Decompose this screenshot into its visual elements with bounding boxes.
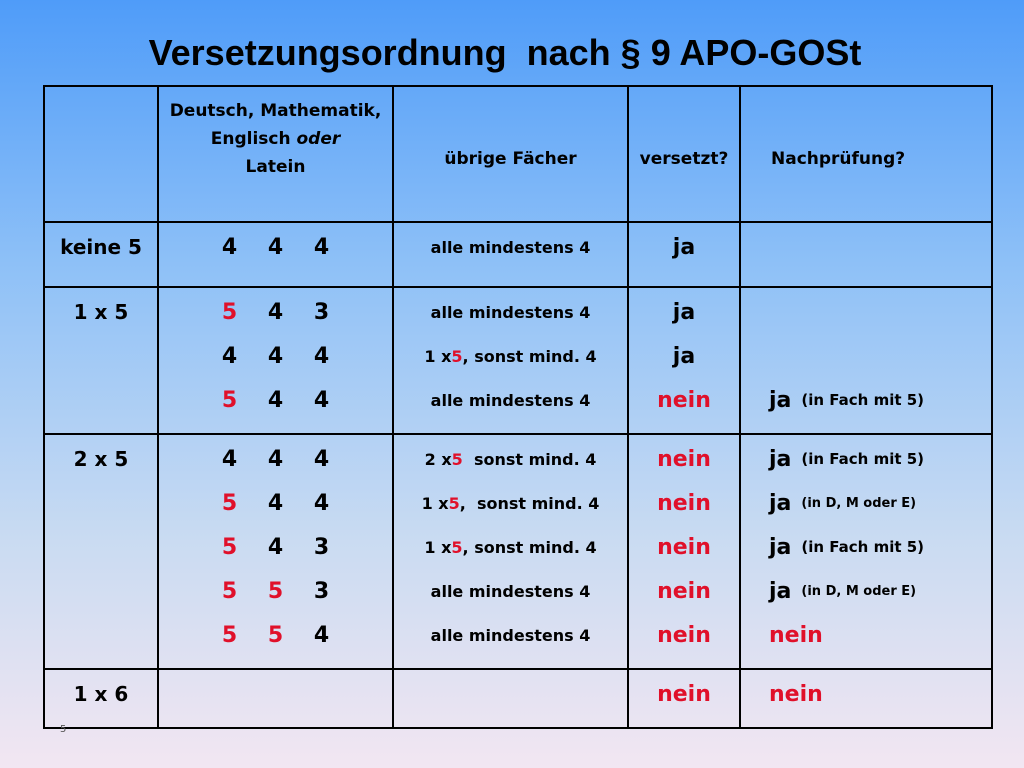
- other-subjects-value: alle mindestens 4: [430, 390, 591, 410]
- promoted-value: nein: [657, 387, 711, 413]
- resit-note: (in Fach mit 5): [801, 538, 925, 556]
- table-row: [44, 222, 992, 287]
- grade-triplet: [159, 525, 392, 569]
- resit-value: ja (in Fach mit 5): [769, 446, 925, 472]
- grade-value: 4: [221, 446, 238, 472]
- grade-triplet: [159, 334, 392, 378]
- header-resit: Nachprüfung?: [740, 86, 992, 222]
- resit-note: (in D, M oder E): [801, 495, 917, 511]
- grade-value: 4: [267, 387, 284, 413]
- grade-triplet: [159, 481, 392, 525]
- grade-value: 4: [313, 622, 330, 648]
- resit-value: nein: [769, 681, 823, 707]
- header-row: [44, 86, 992, 222]
- grade-value: 4: [267, 343, 284, 369]
- grade-value: 3: [313, 578, 330, 604]
- grade-value: 4: [313, 343, 330, 369]
- header-core-line1: Deutsch, Mathematik,: [169, 101, 382, 121]
- grade-triplet: [159, 225, 392, 269]
- grade-value: 4: [267, 234, 284, 260]
- resit-note: (in Fach mit 5): [801, 450, 925, 468]
- other-subjects-value: alle mindestens 4: [430, 302, 591, 322]
- resit-value: ja (in Fach mit 5): [769, 534, 925, 560]
- grade-value: 5: [221, 299, 238, 325]
- grade-value: 4: [267, 299, 284, 325]
- other-subjects-value: alle mindestens 4: [430, 581, 591, 601]
- grade-triplet: [159, 290, 392, 334]
- table-row: [44, 287, 992, 434]
- resit-value: nein: [769, 622, 823, 648]
- resit-value: ja (in Fach mit 5): [769, 387, 925, 413]
- grade-value: 5: [221, 622, 238, 648]
- resit-value: ja (in D, M oder E): [769, 490, 917, 516]
- promoted-value: nein: [657, 446, 711, 472]
- header-core-line3: Latein: [245, 157, 306, 177]
- grade-triplet: [159, 613, 392, 657]
- row-label: 2 x 5: [73, 447, 129, 471]
- grade-value: 5: [221, 387, 238, 413]
- resit-value: ja (in D, M oder E): [769, 578, 917, 604]
- header-empty-cell: [44, 86, 158, 222]
- grade-value: 5: [221, 534, 238, 560]
- grade-value: 3: [313, 299, 330, 325]
- promoted-value: nein: [657, 534, 711, 560]
- promoted-value: ja: [672, 234, 696, 260]
- slide-number: 5: [60, 724, 67, 735]
- row-label: keine 5: [60, 235, 142, 259]
- header-other-subjects: übrige Fächer: [393, 86, 628, 222]
- resit-note: (in D, M oder E): [801, 583, 917, 599]
- promoted-value: ja: [672, 299, 696, 325]
- resit-note: (in Fach mit 5): [801, 391, 925, 409]
- grade-value: 4: [267, 534, 284, 560]
- grade-triplet: [159, 437, 392, 481]
- grade-value: 4: [313, 387, 330, 413]
- header-core-line2: Englisch oder: [210, 129, 341, 149]
- grade-value: 4: [267, 446, 284, 472]
- grade-triplet: [159, 569, 392, 613]
- grade-value: 5: [267, 622, 284, 648]
- grade-value: 5: [221, 578, 238, 604]
- promoted-value: nein: [657, 681, 711, 707]
- grade-value: 4: [313, 234, 330, 260]
- promoted-value: ja: [672, 343, 696, 369]
- grade-value: 4: [267, 490, 284, 516]
- slide-title: Versetzungsordnung nach § 9 APO-GOSt: [148, 32, 862, 73]
- grade-value: 4: [313, 490, 330, 516]
- grade-value: 4: [221, 343, 238, 369]
- promoted-value: nein: [657, 490, 711, 516]
- grade-value: 5: [267, 578, 284, 604]
- other-subjects-value: 1 x 5 , sonst mind. 4: [424, 346, 597, 366]
- table-row: [44, 434, 992, 669]
- other-subjects-value: 1 x 5 , sonst mind. 4: [421, 493, 600, 513]
- row-label: 1 x 5: [73, 300, 129, 324]
- grade-value: 3: [313, 534, 330, 560]
- table-row: [44, 669, 992, 728]
- header-core-subjects: [158, 86, 393, 222]
- other-subjects-value: 1 x 5 , sonst mind. 4: [424, 537, 597, 557]
- grade-value: 4: [313, 446, 330, 472]
- other-subjects-value: alle mindestens 4: [430, 625, 591, 645]
- other-subjects-value: alle mindestens 4: [430, 237, 591, 257]
- other-subjects-value: 2 x 5 sonst mind. 4: [424, 449, 597, 469]
- grade-value: 4: [221, 234, 238, 260]
- row-label: 1 x 6: [73, 682, 129, 706]
- resit-value: [741, 290, 991, 334]
- resit-value: [741, 334, 991, 378]
- promoted-value: nein: [657, 578, 711, 604]
- grade-triplet: [159, 378, 392, 422]
- grade-value: 5: [221, 490, 238, 516]
- promoted-value: nein: [657, 622, 711, 648]
- promotion-table: [43, 85, 993, 729]
- resit-value: [741, 225, 991, 269]
- header-promoted: versetzt?: [628, 86, 740, 222]
